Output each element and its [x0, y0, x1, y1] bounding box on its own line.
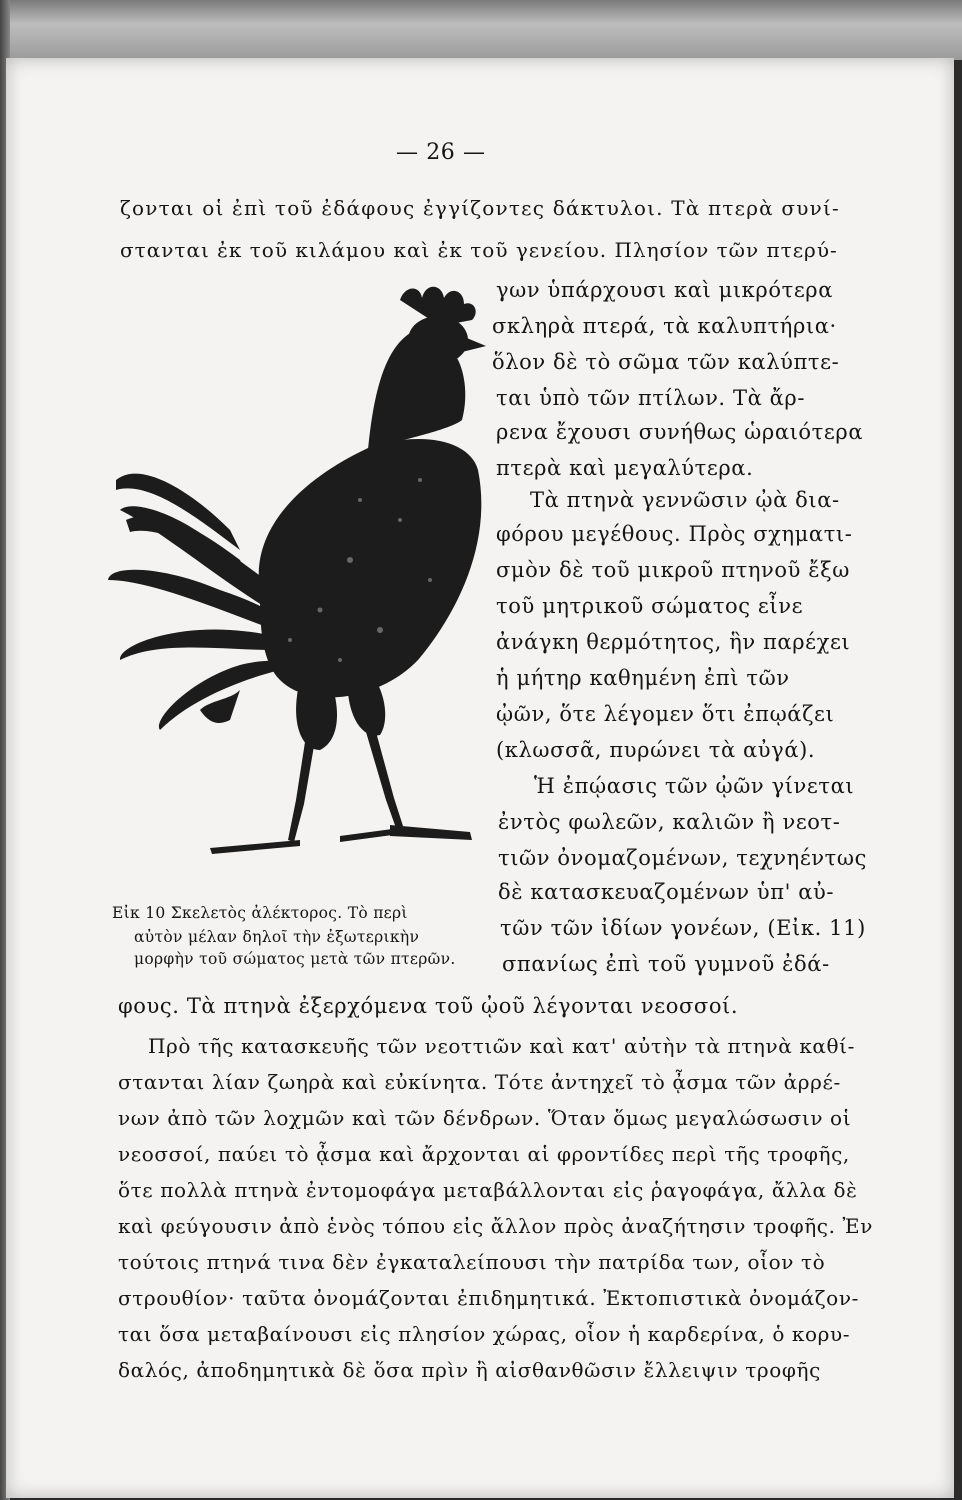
text-line: στρουθίον· ταῦτα ὀνομάζονται ἐπιδημητικά. Ἐκτοπιστικὰ ὀνομάζον- [118, 1286, 859, 1310]
text-line: στανται λίαν ζωηρὰ καὶ εὐκίνητα. Τότε ἀντηχεῖ τὸ ᾆσμα τῶν ἀρρέ- [118, 1070, 841, 1094]
text-line: (κλωσσᾶ, πυρώνει τὰ αὐγά). [496, 738, 816, 762]
figure-caption-line: Εἰκ 10 Σκελετὸς ἀλέκτορος. Τὸ περὶ [112, 904, 408, 922]
text-line: νων ἀπὸ τῶν λοχμῶν καὶ τῶν δένδρων. Ὅταν ὅμως μεγαλώσωσιν οἱ [118, 1106, 852, 1130]
text-line: ἐντὸς φωλεῶν, καλιῶν ἢ νεοτ- [498, 810, 841, 834]
text-line: Τὰ πτηνὰ γεννῶσιν ᾠὰ δια- [530, 488, 840, 512]
text-line: ται ὑπὸ τῶν πτίλων. Τὰ ἄρ- [496, 386, 806, 410]
text-line: τιῶν ὀνομαζομένων, τεχνηέντως [498, 846, 867, 870]
figure-caption-line: μορφὴν τοῦ σώματος μετὰ τῶν πτερῶν. [134, 950, 456, 968]
text-line: τοῦ μητρικοῦ σώματος εἶνε [496, 594, 804, 618]
page-number: — 26 — [396, 140, 486, 165]
text-line: ται ὅσα μεταβαίνουσι εἰς πλησίον χώρας, οἷον ἡ καρδερίνα, ὁ κορυ- [118, 1322, 851, 1346]
text-line: ὅτε πολλὰ πτηνὰ ἐντομοφάγα μεταβάλλονται εἰς ῥαγοφάγα, ἄλλα δὲ [118, 1178, 858, 1202]
text-line: τῶν τῶν ἰδίων γονέων, (Εἰκ. 11) [500, 916, 866, 940]
book-top-edge [0, 0, 962, 60]
text-line: γων ὑπάρχουσι καὶ μικρότερα [496, 278, 834, 302]
text-line: Ἡ ἐπῴασις τῶν ᾠῶν γίνεται [534, 774, 855, 798]
text-line: πτερὰ καὶ μεγαλύτερα. [496, 456, 754, 480]
text-line: ᾠῶν, ὅτε λέγομεν ὅτι ἐπῳάζει [496, 702, 835, 726]
text-line: νεοσσοί, παύει τὸ ᾆσμα καὶ ἄρχονται αἱ φροντίδες περὶ τῆς τροφῆς, [118, 1142, 850, 1166]
text-line: στανται ἐκ τοῦ κιλάμου καὶ ἐκ τοῦ γενείου. Πλησίον τῶν πτερύ- [120, 238, 838, 262]
text-line: ὅλον δὲ τὸ σῶμα τῶν καλύπτε- [492, 350, 840, 374]
text-line: ρενα ἔχουσι συνήθως ὡραιότερα [496, 420, 864, 444]
text-line: σκληρὰ πτερά, τὰ καλυπτήρια· [492, 314, 837, 338]
text-line: φους. Τὰ πτηνὰ ἐξερχόμενα τοῦ ᾠοῦ λέγονται νεοσσοί. [118, 994, 739, 1018]
text-line: ζονται οἱ ἐπὶ τοῦ ἐδάφους ἐγγίζοντες δάκτυλοι. Τὰ πτερὰ συνί- [120, 196, 840, 220]
text-line: καὶ φεύγουσιν ἀπὸ ἑνὸς τόπου εἰς ἄλλον πρὸς ἀναζήτησιν τροφῆς. Ἐν [118, 1214, 873, 1238]
text-line: φόρου μεγέθους. Πρὸς σχηματι- [496, 522, 853, 546]
text-line: ἡ μήτηρ καθημένη ἐπὶ τῶν [496, 666, 790, 690]
text-line: σμὸν δὲ τοῦ μικροῦ πτηνοῦ ἔξω [496, 558, 851, 582]
text-line: σπανίως ἐπὶ τοῦ γυμνοῦ ἐδά- [502, 952, 830, 976]
text-line: ἀνάγκη θερμότητος, ἣν παρέχει [496, 630, 851, 654]
rooster-figure [100, 280, 490, 870]
text-line: δὲ κατασκευαζομένων ὑπ' αὐ- [498, 880, 835, 904]
text-line: Πρὸ τῆς κατασκευῆς τῶν νεοττιῶν καὶ κατ' αὐτὴν τὰ πτηνὰ καθί- [148, 1034, 855, 1058]
text-line: τούτοις πτηνά τινα δὲν ἐγκαταλείπουσι τὴν πατρίδα των, οἷον τὸ [118, 1250, 826, 1274]
text-line: δαλός, ἀποδημητικὰ δὲ ὅσα πρὶν ἢ αἰσθανθῶσιν ἔλλειψιν τροφῆς [118, 1358, 821, 1382]
figure-caption-line: αὐτὸν μέλαν δηλοῖ τὴν ἐξωτερικὴν [134, 928, 420, 946]
